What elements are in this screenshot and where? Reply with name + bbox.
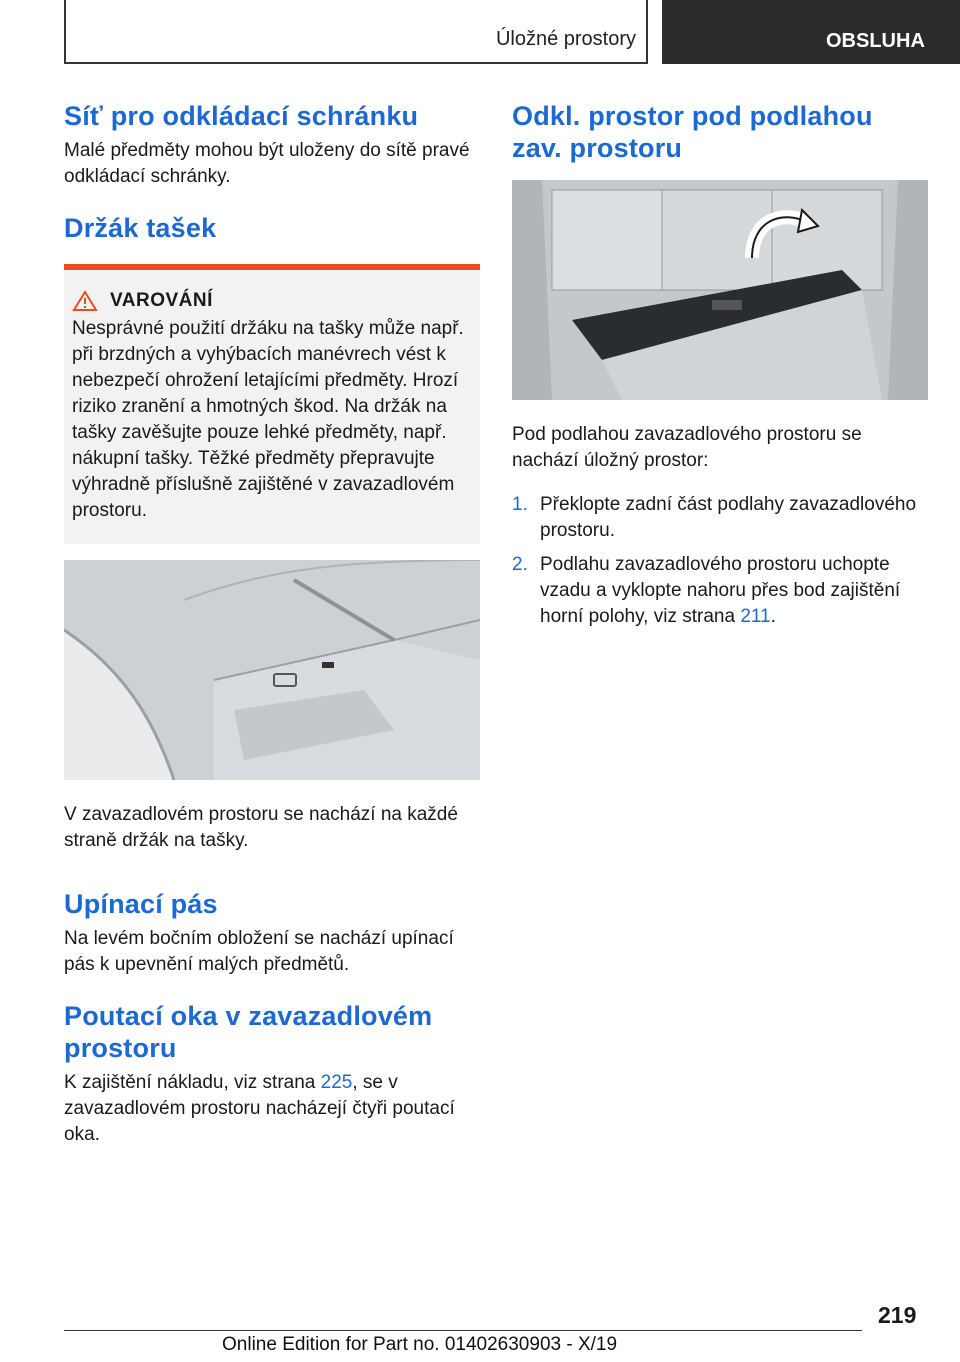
page-link-225[interactable]: 225 [320, 1072, 353, 1093]
underfloor-text: Pod podlahou zavazadlového prostoru se nachází úložný prostor: [512, 424, 862, 471]
step-number: 2. [512, 554, 528, 575]
edition-note: Online Edition for Part no. 01402630903 - X/19 [222, 1334, 618, 1355]
step-text: Překlopte zadní část podlahy zavazadlového prostoru. [540, 494, 917, 541]
right-column [512, 100, 928, 638]
left-column [64, 100, 480, 1148]
lashing-eyes-text [64, 1070, 480, 1148]
footer-divider [64, 1330, 862, 1331]
strap-text: Na levém bočním obložení se nachází upínací pás k upevnění malých předmětů. [64, 928, 454, 975]
underfloor-illustration [512, 180, 928, 400]
bag-holder-figure [64, 560, 480, 780]
warning-title: VAROVÁNÍ [110, 290, 213, 311]
steps-list [512, 492, 928, 630]
lashing-eyes-text-end: , se v zavazadlovém prostoru nacházejí čtyři poutací oka. [64, 1072, 455, 1145]
warning-header [72, 290, 472, 312]
step-text-start: Podlahu zavazadlového prostoru uchopte vzadu a vyklopte nahoru přes bod zajištění horní polohy, viz strana [540, 554, 901, 627]
bag-holder-heading: Držák tašek [64, 213, 217, 243]
net-heading: Síť pro odkládací schránku [64, 101, 419, 131]
lashing-eyes-heading: Poutací oka v zavazadlovém prostoru [64, 1001, 433, 1063]
underfloor-heading: Odkl. prostor pod podlahou zav. prostoru [512, 101, 873, 163]
step-text-end: . [770, 606, 776, 627]
strap-heading: Upínací pás [64, 889, 218, 919]
warning-triangle-icon [72, 290, 98, 312]
net-text: Malé předměty mohou být uloženy do sítě pravé odkládací schránky. [64, 140, 470, 187]
page-number: 219 [878, 1302, 917, 1328]
warning-box [64, 264, 480, 544]
step-text [540, 552, 928, 630]
list-item [512, 552, 928, 630]
list-item [512, 492, 928, 544]
section-title: Úložné prostory [495, 28, 636, 50]
step-number: 1. [512, 494, 528, 515]
lashing-eyes-text-start: K zajištění nákladu, viz strana [64, 1072, 321, 1093]
underfloor-figure [512, 180, 928, 400]
page-link-211[interactable]: 211 [740, 606, 771, 627]
chapter-label: OBSLUHA [662, 0, 960, 64]
bag-holder-illustration [64, 560, 480, 780]
bag-holder-text: V zavazadlovém prostoru se nachází na každé straně držák na tašky. [64, 804, 458, 851]
warning-text: Nesprávné použití držáku na tašky může např. při brzdných a vyhýbacích manévrech vést k nebezpečí ohrožení letajícími předměty. Hrozí riziko zranění a hmotných škod. Na držák na tašky zavěšujte pouze lehké předměty, např. nákupní tašky. Těžké předměty přepravujte výhradně příslušně zajištěné v zavazadlovém prostoru. [72, 318, 464, 521]
